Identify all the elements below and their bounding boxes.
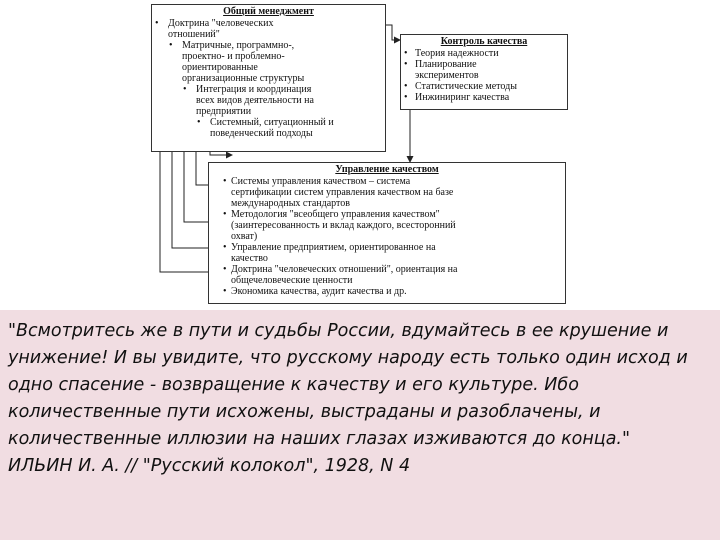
quality-control-item-1: • Теория надежности	[401, 48, 567, 59]
quality-management-item-5: • Экономика качества, аудит качества и др.	[209, 286, 565, 297]
general-item-4: • Системный, ситуационный и поведенческий подходы	[194, 117, 385, 139]
quote-panel	[0, 310, 720, 540]
quality-management-list	[209, 176, 565, 297]
general-management-title: Общий менеджмент	[223, 6, 314, 17]
quality-management-item-4: • Доктрина "человеческих отношений", ориентация на общечеловеческие ценности	[209, 264, 565, 286]
quality-management-box	[208, 162, 566, 304]
quote-text: "Всмотритесь же в пути и судьбы России, вдумайтесь в ее крушение и унижение! И вы увидите, что русскому народу есть только один исход и одно спасение - возвращение к качеству и его культуре. Ибо количественные пути исхожены, выстраданы и разоблачены, и количественные иллюзии на наших глазах изживаются до конца."	[8, 321, 688, 449]
quality-management-item-2: • Методология "всеобщего управления качеством" (заинтересованность и вклад каждого, всесторонний охват)	[209, 209, 565, 242]
connector-general-to-control	[386, 25, 400, 40]
general-item-1: • Доктрина "человеческих отношений"	[152, 18, 385, 40]
quality-control-item-3: • Статистические методы	[401, 81, 567, 92]
quality-management-item-3: • Управление предприятием, ориентированное на качество	[209, 242, 565, 264]
quality-control-box	[400, 34, 568, 110]
general-management-list	[152, 18, 385, 139]
quality-control-item-2: • Планирование экспериментов	[401, 59, 567, 81]
general-item-3: • Интеграция и координация всех видов деятельности на предприятии	[180, 84, 385, 117]
general-management-box	[151, 4, 386, 152]
quality-control-item-4: • Инжиниринг качества	[401, 92, 567, 103]
quality-control-title: Контроль качества	[440, 36, 528, 47]
quote-source: ИЛЬИН И. А. // "Русский колокол", 1928, N 4	[8, 456, 411, 476]
quality-management-title: Управление качеством	[335, 164, 439, 175]
quality-management-item-1: • Системы управления качеством – система сертификации систем управления качеством на базе международных стандартов	[209, 176, 565, 209]
general-item-2: • Матричные, программно-, проектно- и проблемно- ориентированные организационные структуры	[166, 40, 385, 84]
quality-control-list	[401, 48, 567, 103]
